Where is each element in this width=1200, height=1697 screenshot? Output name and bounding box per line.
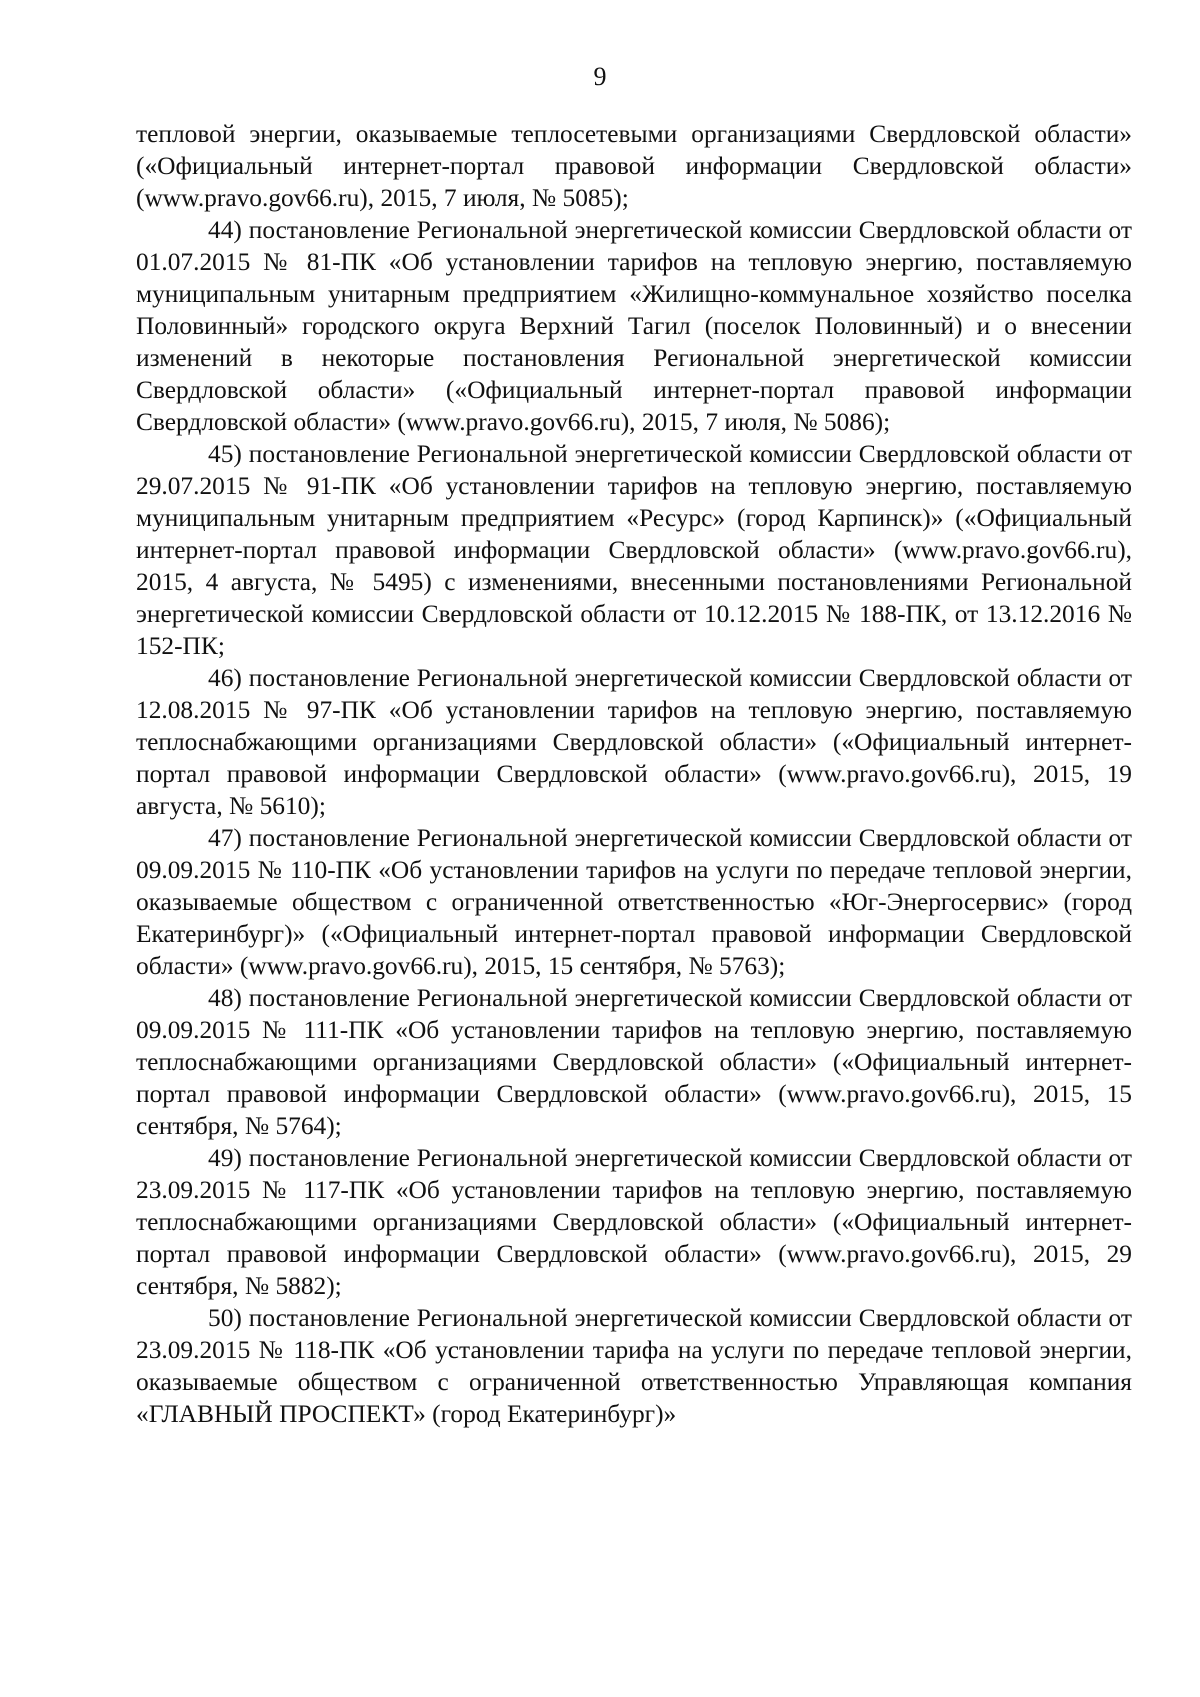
document-body <box>136 118 1132 1430</box>
list-item-48: 48) постановление Региональной энергетической комиссии Свердловской области от 09.09.2015 № 111-ПК «Об установлении тарифов на тепловую энергию, поставляемую теплоснабжающими организациями Свердловской области» («Официальный интернет-портал правовой информации Свердловской области» (www.pravo.gov66.ru), 2015, 15 сентября, № 5764); <box>136 984 1132 1140</box>
list-item-45: 45) постановление Региональной энергетической комиссии Свердловской области от 29.07.2015 № 91-ПК «Об установлении тарифов на тепловую энергию, поставляемую муниципальным унитарным предприятием «Ресурс» (город Карпинск)» («Официальный интернет-портал правовой информации Свердловской области» (www.pravo.gov66.ru), 2015, 4 августа, № 5495) с изменениями, внесенными постановлениями Региональной энергетической комиссии Свердловской области от 10.12.2015 № 188-ПК, от 13.12.2016 № 152-ПК; <box>136 440 1132 660</box>
page-number: 9 <box>593 62 607 91</box>
list-item-44: 44) постановление Региональной энергетической комиссии Свердловской области от 01.07.2015 № 81-ПК «Об установлении тарифов на тепловую энергию, поставляемую муниципальным унитарным предприятием «Жилищно-коммунальное хозяйство поселка Половинный» городского округа Верхний Тагил (поселок Половинный) и о внесении изменений в некоторые постановления Региональной энергетической комиссии Свердловской области» («Официальный интернет-портал правовой информации Свердловской области» (www.pravo.gov66.ru), 2015, 7 июля, № 5086); <box>136 216 1132 436</box>
list-item-49: 49) постановление Региональной энергетической комиссии Свердловской области от 23.09.2015 № 117-ПК «Об установлении тарифов на тепловую энергию, поставляемую теплоснабжающими организациями Свердловской области» («Официальный интернет-портал правовой информации Свердловской области» (www.pravo.gov66.ru), 2015, 29 сентября, № 5882); <box>136 1144 1132 1300</box>
list-item-46: 46) постановление Региональной энергетической комиссии Свердловской области от 12.08.2015 № 97-ПК «Об установлении тарифов на тепловую энергию, поставляемую теплоснабжающими организациями Свердловской области» («Официальный интернет-портал правовой информации Свердловской области» (www.pravo.gov66.ru), 2015, 19 августа, № 5610); <box>136 664 1132 820</box>
list-item-47: 47) постановление Региональной энергетической комиссии Свердловской области от 09.09.2015 № 110-ПК «Об установлении тарифов на услуги по передаче тепловой энергии, оказываемые обществом с ограниченной ответственностью «Юг-Энергосервис» (город Екатеринбург)» («Официальный интернет-портал правовой информации Свердловской области» (www.pravo.gov66.ru), 2015, 15 сентября, № 5763); <box>136 824 1132 980</box>
paragraph-continuation: тепловой энергии, оказываемые теплосетевыми организациями Свердловской области» («Официальный интернет-портал правовой информации Свердловской области» (www.pravo.gov66.ru), 2015, 7 июля, № 5085); <box>136 120 1132 212</box>
list-item-50: 50) постановление Региональной энергетической комиссии Свердловской области от 23.09.2015 № 118-ПК «Об установлении тарифа на услуги по передаче тепловой энергии, оказываемые обществом с ограниченной ответственностью Управляющая компания «ГЛАВНЫЙ ПРОСПЕКТ» (город Екатеринбург)» <box>136 1304 1132 1428</box>
